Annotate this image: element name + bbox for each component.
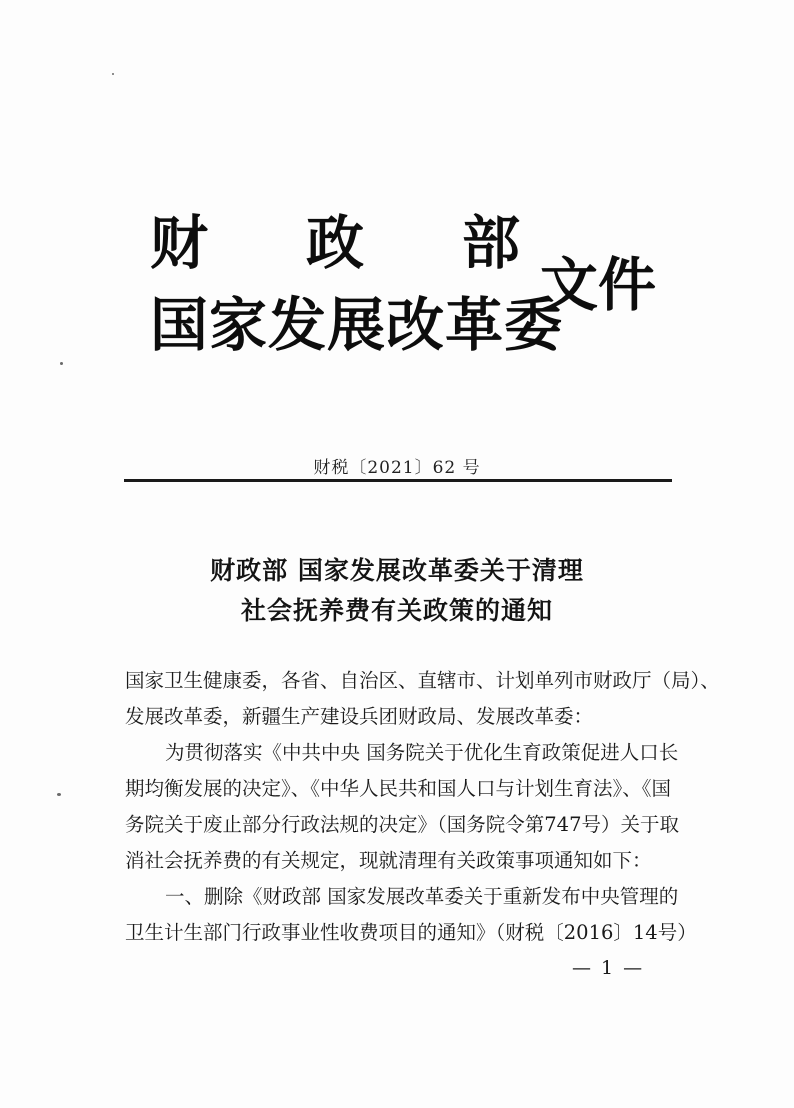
- issuer-name-ndrc: 国家发展改革委: [150, 291, 564, 359]
- header-divider: [124, 479, 672, 482]
- document-title-line-2: 社会抚养费有关政策的通知: [240, 596, 553, 625]
- document-body: [125, 663, 720, 951]
- body-line: 卫生计生部门行政事业性收费项目的通知》（财税〔2016〕14号）: [125, 921, 697, 944]
- body-line: 期均衡发展的决定》、《中华人民共和国人口与计划生育法》、《国: [125, 777, 672, 800]
- issuer-char: 部: [461, 209, 520, 277]
- page-number: — 1 —: [572, 957, 645, 979]
- body-line: 为贯彻落实《中共中央 国务院关于优化生育政策促进人口长: [165, 741, 679, 764]
- document-type-label: 文件: [540, 251, 657, 319]
- issuer-char: 政: [305, 209, 364, 277]
- document-title-line-1: 财政部 国家发展改革委关于清理: [210, 556, 584, 585]
- document-number: 财税〔2021〕62 号: [313, 458, 481, 478]
- body-line: 消社会抚养费的有关规定，现就清理有关政策事项通知如下：: [125, 849, 652, 872]
- body-line: 一、删除《财政部 国家发展改革委关于重新发布中央管理的: [165, 885, 679, 908]
- scan-speck: [112, 73, 114, 75]
- body-line: 务院关于废止部分行政法规的决定》（国务院令第747号）关于取: [125, 813, 679, 836]
- issuer-name-ministry-of-finance: [150, 209, 520, 277]
- issuer-char: 财: [150, 209, 209, 277]
- scan-speck: [60, 362, 63, 365]
- body-line: 发展改革委，新疆生产建设兵团财政局、发展改革委：: [125, 705, 594, 728]
- scan-speck: [57, 793, 61, 796]
- body-line: 国家卫生健康委，各省、自治区、直辖市、计划单列市财政厅（局）、: [125, 669, 720, 692]
